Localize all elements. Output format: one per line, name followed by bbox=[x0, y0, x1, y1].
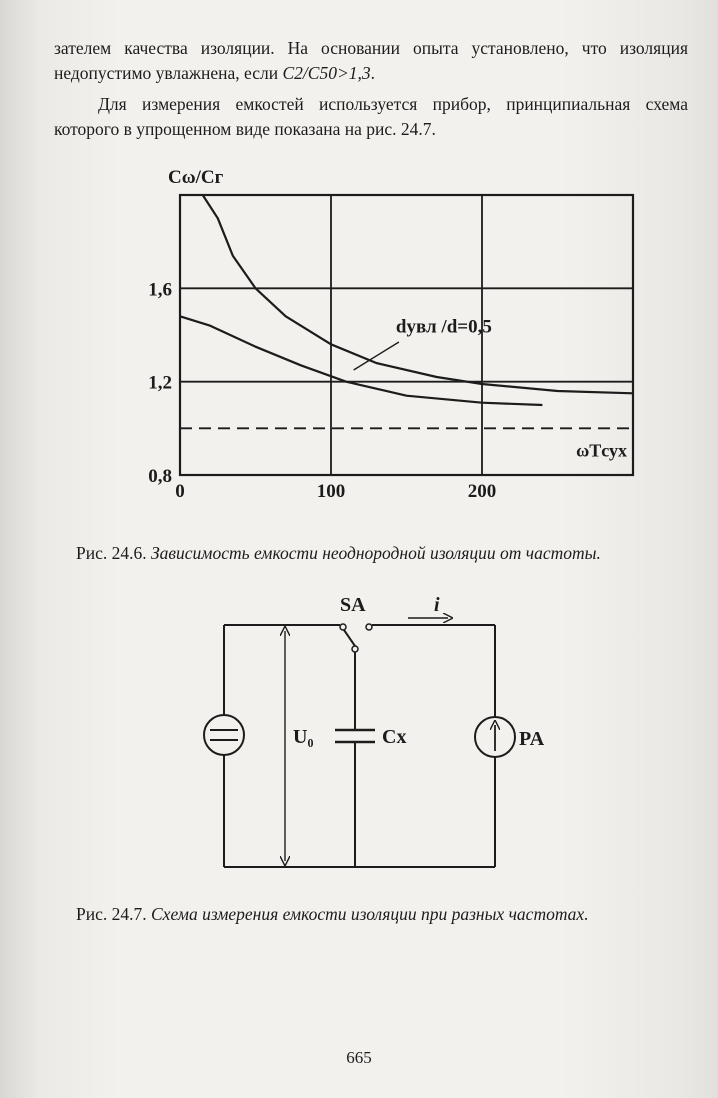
chart-series bbox=[180, 195, 633, 428]
caption-title: Зависимость емкости неоднородной изоляции от частоты. bbox=[151, 543, 601, 563]
voltage-source-symbol bbox=[204, 715, 244, 755]
y-tick-label: 1,2 bbox=[148, 372, 172, 394]
caption-label: Рис. 24.7. bbox=[76, 904, 147, 924]
voltage-label: U₀ bbox=[293, 726, 314, 748]
page-number: 665 bbox=[346, 1048, 372, 1067]
ammeter-label: PA bbox=[519, 728, 545, 750]
series-line-upper bbox=[203, 195, 633, 393]
annotation-label: dувл /d=0,5 bbox=[395, 316, 492, 338]
x-tick-label: 0 bbox=[175, 481, 185, 502]
figure-24-6-caption bbox=[54, 541, 688, 565]
chart-svg bbox=[110, 155, 650, 515]
paragraph-2: Для измерения емкостей используется прибор, принципиальная схема которого в упрощенном виде показана на рис. 24.7. bbox=[54, 94, 688, 139]
figure-24-7-caption bbox=[54, 902, 688, 926]
x-axis-label: ωTсух bbox=[576, 440, 627, 461]
paragraph-1-text: зателем качества изоляции. На основании опыта установлено, что изоляция недопустимо увлажнена, если bbox=[54, 38, 688, 83]
paragraph-1 bbox=[54, 36, 688, 86]
caption-title: Схема измерения емкости изоляции при разных частотах. bbox=[151, 904, 589, 924]
x-tick-label: 200 bbox=[467, 481, 497, 502]
x-tick-label: 100 bbox=[316, 481, 346, 502]
circuit-svg bbox=[180, 585, 545, 885]
ammeter-symbol bbox=[475, 717, 515, 757]
figure-24-7-circuit bbox=[180, 585, 545, 885]
y-axis-label: Cω/Cг bbox=[168, 167, 224, 188]
switch-label: SA bbox=[340, 594, 366, 616]
chart-labels bbox=[148, 167, 627, 502]
figure-24-6-chart bbox=[110, 155, 650, 515]
capacitor-symbol bbox=[335, 730, 375, 742]
capacitor-label: Cx bbox=[382, 726, 407, 748]
current-label: i bbox=[434, 594, 440, 616]
caption-label: Рис. 24.6. bbox=[76, 543, 147, 563]
y-tick-label: 0,8 bbox=[148, 466, 172, 487]
paragraph-1-end: . bbox=[370, 63, 376, 83]
switch-sa bbox=[340, 624, 372, 652]
y-tick-label: 1,6 bbox=[148, 279, 172, 301]
formula-c2-c50: C2/C50>1,3 bbox=[282, 63, 371, 83]
